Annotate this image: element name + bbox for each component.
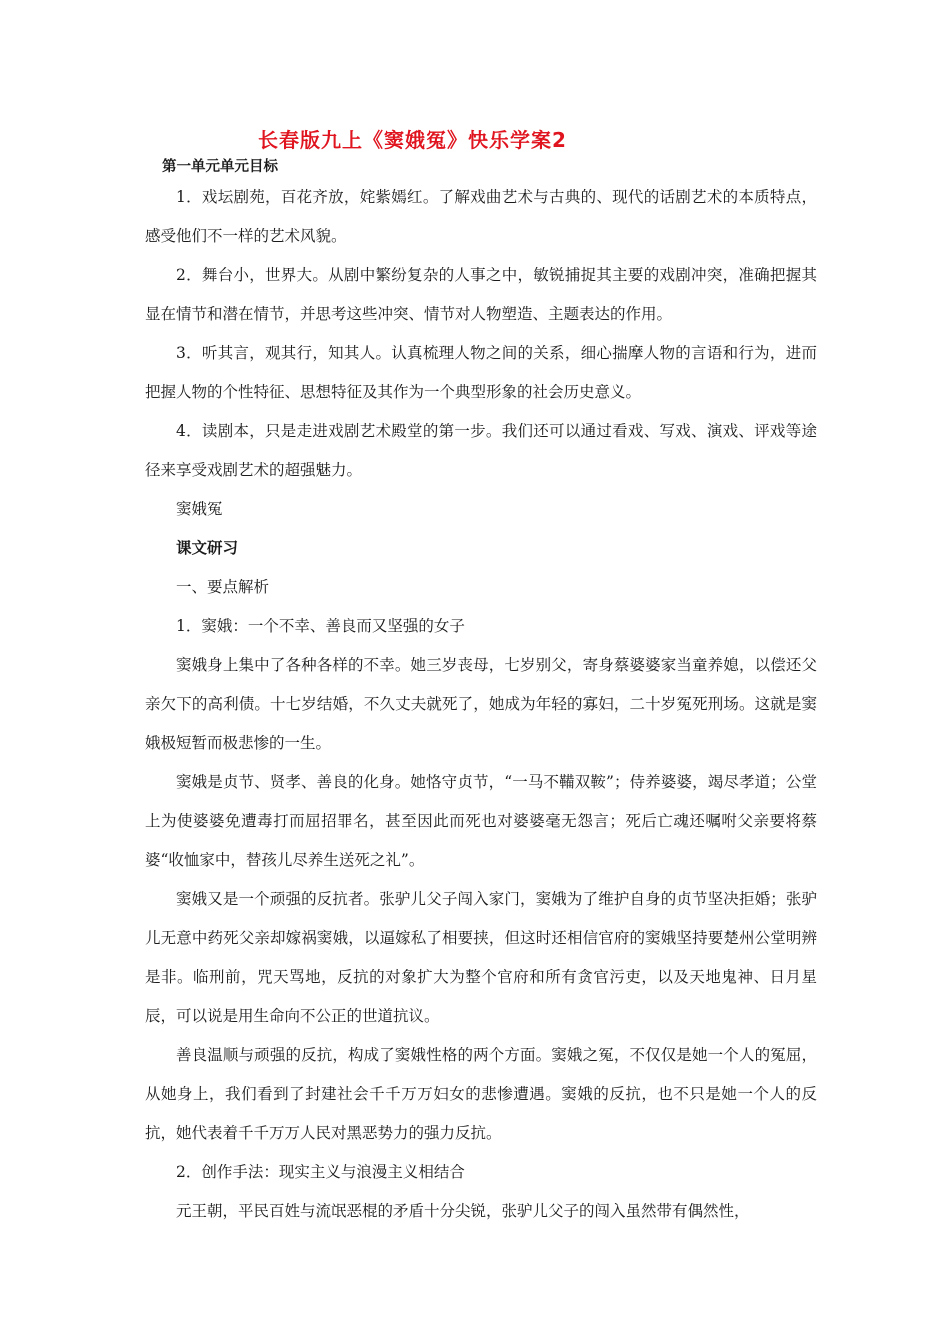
body-text (145, 178, 817, 1231)
section-heading-study: 课文研习 (176, 539, 239, 557)
point-2-heading: 2．创作手法：现实主义与浪漫主义相结合 (176, 1163, 465, 1181)
paragraph-yuan-dynasty: 元王朝，平民百姓与流氓恶棍的矛盾十分尖锐，张驴儿父子的闯入虽然带有偶然性， (176, 1202, 750, 1220)
text-title-line: 窦娥冤 (176, 500, 223, 518)
document-title: 长春版九上《窦娥冤》快乐学案2 (258, 128, 567, 152)
subheading-key-points: 一、要点解析 (176, 578, 270, 596)
paragraph-character: 善良温顺与顽强的反抗，构成了窦娥性格的两个方面。窦娥之冤，不仅仅是她一个人的冤屈，从她身上，我们看到了封建社会千千万万妇女的悲惨遭遇。窦娥的反抗，也不只是她一个人的反抗，她代表着千千万万人民对黑恶势力的强力反抗。 (145, 1046, 817, 1142)
point-1-heading: 1．窦娥：一个不幸、善良而又坚强的女子 (176, 617, 465, 635)
paragraph-resistance: 窦娥又是一个顽强的反抗者。张驴儿父子闯入家门，窦娥为了维护自身的贞节坚决拒婚；张驴儿无意中药死父亲却嫁祸窦娥，以逼嫁私了相要挟，但这时还相信官府的窦娥坚持要楚州公堂明辨是非。临刑前，咒天骂地，反抗的对象扩大为整个官府和所有贪官污吏，以及天地鬼神、日月星辰，可以说是用生命向不公正的世道抗议。 (145, 890, 817, 1025)
paragraph-virtue: 窦娥是贞节、贤孝、善良的化身。她恪守贞节，“一马不鞴双鞍”；侍养婆婆，竭尽孝道；公堂上为使婆婆免遭毒打而屈招罪名，甚至因此而死也对婆婆毫无怨言；死后亡魂还嘱咐父亲要将蔡婆“收恤家中，替孩儿尽养生送死之礼”。 (145, 773, 817, 869)
paragraph-goal-2: 2．舞台小，世界大。从剧中繁纷复杂的人事之中，敏锐捕捉其主要的戏剧冲突，准确把握其显在情节和潜在情节，并思考这些冲突、情节对人物塑造、主题表达的作用。 (145, 266, 817, 323)
paragraph-goal-3: 3．听其言，观其行，知其人。认真梳理人物之间的关系，细心揣摩人物的言语和行为，进而把握人物的个性特征、思想特征及其作为一个典型形象的社会历史意义。 (145, 344, 817, 401)
unit-goals-heading: 第一单元单元目标 (162, 159, 278, 175)
paragraph-misfortune: 窦娥身上集中了各种各样的不幸。她三岁丧母，七岁别父，寄身蔡婆婆家当童养媳，以偿还父亲欠下的高利债。十七岁结婚，不久丈夫就死了，她成为年轻的寡妇，二十岁冤死刑场。这就是窦娥极短暂而极悲惨的一生。 (145, 656, 817, 752)
paragraph-goal-1: 1．戏坛剧苑，百花齐放，姹紫嫣红。了解戏曲艺术与古典的、现代的话剧艺术的本质特点，感受他们不一样的艺术风貌。 (145, 188, 817, 245)
paragraph-goal-4: 4．读剧本，只是走进戏剧艺术殿堂的第一步。我们还可以通过看戏、写戏、演戏、评戏等途径来享受戏剧艺术的超强魅力。 (145, 422, 817, 479)
